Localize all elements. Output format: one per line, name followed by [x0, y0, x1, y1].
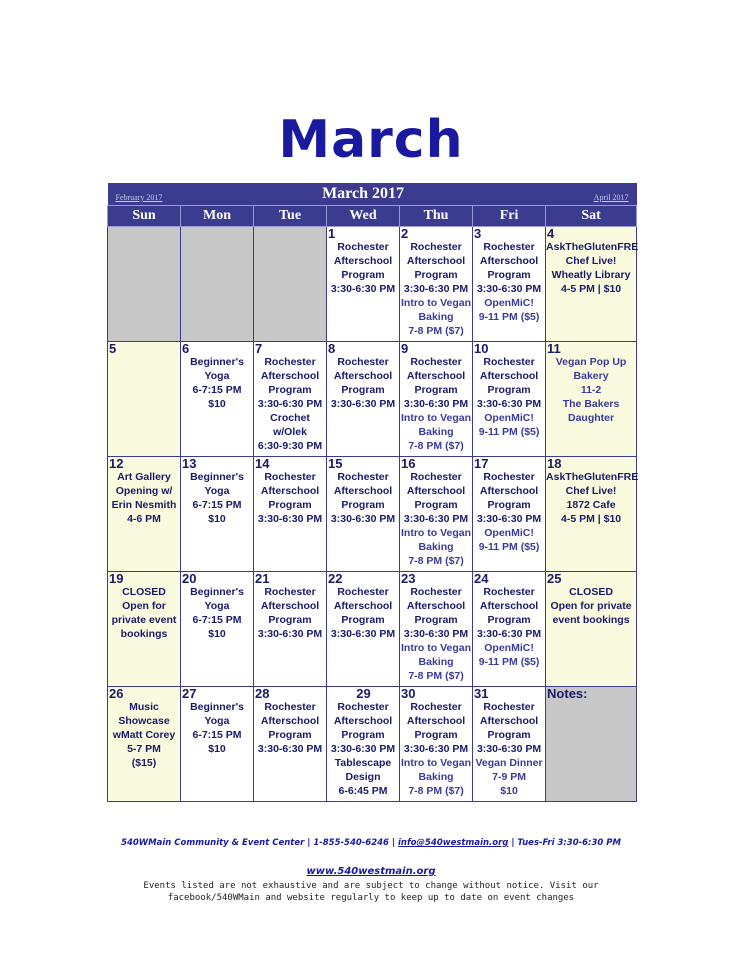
event-line: 9-11 PM ($5) — [478, 426, 540, 438]
day-events — [327, 240, 399, 296]
day-number: 11 — [547, 341, 561, 356]
event-line: Intro to Vegan — [401, 527, 472, 539]
day-number: 15 — [328, 456, 343, 471]
day-number: 8 — [328, 341, 336, 356]
week-row — [108, 687, 637, 802]
event-line: Rochester — [264, 356, 316, 368]
event-line: Yoga — [204, 715, 230, 727]
day-cell[interactable] — [327, 342, 400, 457]
event-line: 3:30-6:30 PM — [257, 513, 323, 525]
event-line: The Bakers — [562, 398, 620, 410]
day-cell[interactable] — [546, 342, 637, 457]
event-line: Program — [268, 384, 312, 396]
event-line: Wheatly Library — [551, 269, 631, 281]
event-line: w/Olek — [273, 426, 307, 438]
event-line: 11-2 — [580, 384, 602, 396]
event-line: 1872 Cafe — [566, 499, 616, 511]
day-events — [254, 355, 326, 453]
day-number: 20 — [182, 571, 197, 586]
event-line: CLOSED — [122, 586, 166, 598]
event-line: 9-11 PM ($5) — [478, 656, 540, 668]
event-line: wMatt Corey — [112, 729, 176, 741]
event-line: Program — [268, 729, 312, 741]
event-line: 7-8 PM ($7) — [408, 785, 464, 797]
event-line: bookings — [120, 628, 168, 640]
event-line: Vegan Pop Up — [555, 356, 627, 368]
event-line: Daughter — [568, 412, 615, 424]
day-cell[interactable] — [400, 342, 473, 457]
day-events — [400, 700, 472, 798]
day-cell[interactable] — [473, 227, 546, 342]
event-line: Baking — [418, 426, 454, 438]
day-cell[interactable] — [473, 342, 546, 457]
day-number: 7 — [255, 341, 263, 356]
weekday-wed: Wed — [327, 206, 400, 227]
day-number: 21 — [255, 571, 270, 586]
event-line: Baking — [418, 771, 454, 783]
weekday-sat: Sat — [546, 206, 637, 227]
event-line: Afterschool — [406, 715, 466, 727]
event-line: CLOSED — [569, 586, 613, 598]
event-line: Program — [414, 499, 458, 511]
event-line: 7-9 PM — [492, 771, 526, 783]
day-number: 1 — [328, 226, 336, 241]
event-line: $10 — [208, 628, 226, 640]
day-cell[interactable] — [108, 572, 181, 687]
day-number: 4 — [547, 226, 555, 241]
day-number: 17 — [474, 456, 489, 471]
event-line: Program — [341, 384, 385, 396]
day-number: 12 — [109, 456, 124, 471]
disclaimer — [140, 880, 602, 904]
event-line: Afterschool — [260, 600, 320, 612]
day-cell[interactable] — [327, 572, 400, 687]
event-line: Rochester — [483, 241, 535, 253]
event-line: 6:30-9:30 PM — [257, 440, 323, 452]
event-line: 3:30-6:30 PM — [257, 398, 323, 410]
event-line: Afterschool — [333, 485, 393, 497]
event-line: 3:30-6:30 PM — [476, 398, 542, 410]
event-line: Beginner's — [190, 586, 244, 598]
event-line: Yoga — [204, 370, 230, 382]
event-line: Afterschool — [479, 255, 539, 267]
event-line: OpenMiC! — [484, 412, 534, 424]
event-line: 3:30-6:30 PM — [403, 628, 469, 640]
footer-org: 540WMain Community & Event Center | 1-855-540-6246 | — [121, 838, 396, 848]
event-line: Program — [341, 269, 385, 281]
event-line: Open for — [122, 600, 166, 612]
event-line: Erin Nesmith — [111, 499, 177, 511]
event-line: Afterschool — [479, 370, 539, 382]
weekday-tue: Tue — [254, 206, 327, 227]
event-line: Rochester — [410, 471, 462, 483]
day-events — [473, 240, 545, 324]
event-line: Intro to Vegan — [401, 757, 472, 769]
day-cell[interactable] — [327, 457, 400, 572]
event-line: Chef Live! — [565, 255, 617, 267]
event-line: 3:30-6:30 PM — [257, 743, 323, 755]
day-events — [473, 585, 545, 669]
event-line: event bookings — [552, 614, 630, 626]
prev-month-link[interactable]: February 2017 — [115, 193, 163, 202]
event-line: 6-7:15 PM — [192, 499, 242, 511]
empty-day-cell — [254, 227, 327, 342]
day-events — [546, 240, 639, 296]
day-cell[interactable] — [546, 457, 637, 572]
event-line: Rochester — [483, 471, 535, 483]
event-line: Program — [341, 729, 385, 741]
event-line: Rochester — [410, 241, 462, 253]
event-line: Afterschool — [260, 715, 320, 727]
empty-day-cell — [181, 227, 254, 342]
day-number: 26 — [109, 686, 124, 701]
event-line: Baking — [418, 311, 454, 323]
day-cell[interactable] — [400, 457, 473, 572]
event-line: Afterschool — [333, 600, 393, 612]
event-line: Intro to Vegan — [401, 297, 472, 309]
event-line: 4-5 PM | $10 — [560, 283, 622, 295]
day-events — [546, 470, 639, 526]
event-line: Program — [487, 614, 531, 626]
event-line: 6-7:15 PM — [192, 614, 242, 626]
day-events — [108, 585, 180, 641]
event-line: Opening w/ — [115, 485, 173, 497]
event-line: Program — [414, 614, 458, 626]
day-events — [473, 470, 545, 554]
event-line: Rochester — [483, 356, 535, 368]
event-line: Rochester — [410, 701, 462, 713]
event-line: Beginner's — [190, 701, 244, 713]
day-cell[interactable] — [254, 687, 327, 802]
event-line: Tablescape — [334, 757, 392, 769]
event-line: Rochester — [337, 701, 389, 713]
day-cell[interactable] — [108, 342, 181, 457]
event-line: Rochester — [337, 241, 389, 253]
event-line: Program — [341, 499, 385, 511]
weekday-sun: Sun — [108, 206, 181, 227]
event-line: Afterschool — [260, 485, 320, 497]
event-line: 3:30-6:30 PM — [257, 628, 323, 640]
day-cell[interactable] — [546, 572, 637, 687]
day-number: 24 — [474, 571, 489, 586]
event-line: Program — [487, 384, 531, 396]
day-number: 28 — [255, 686, 270, 701]
event-line: Rochester — [410, 356, 462, 368]
event-line: private event — [111, 614, 177, 626]
day-cell[interactable] — [254, 572, 327, 687]
event-line: 6-7:15 PM — [192, 729, 242, 741]
footer-email-link[interactable]: info@540westmain.org — [398, 838, 509, 848]
day-cell[interactable] — [181, 342, 254, 457]
day-events — [327, 355, 399, 411]
event-line: Rochester — [483, 586, 535, 598]
website-link[interactable]: www.540westmain.org — [306, 866, 436, 877]
day-events — [473, 700, 545, 798]
weekday-fri: Fri — [473, 206, 546, 227]
week-row — [108, 572, 637, 687]
event-line: Intro to Vegan — [401, 412, 472, 424]
event-line: Rochester — [264, 471, 316, 483]
event-line: 3:30-6:30 PM — [476, 513, 542, 525]
day-events — [400, 585, 472, 683]
day-cell[interactable] — [327, 227, 400, 342]
event-line: Program — [414, 729, 458, 741]
day-events — [546, 355, 636, 425]
disclaimer-line-2: facebook/540WMain and website regularly to keep up to date on event changes — [167, 893, 575, 903]
day-events — [400, 240, 472, 338]
page-title: March — [278, 110, 464, 170]
day-cell[interactable] — [108, 457, 181, 572]
day-number: 25 — [547, 571, 562, 586]
event-line: Open for private — [550, 600, 632, 612]
event-line: Program — [487, 499, 531, 511]
day-number: 5 — [109, 341, 117, 356]
event-line: Afterschool — [406, 255, 466, 267]
day-number: 30 — [401, 686, 416, 701]
event-line: Program — [268, 499, 312, 511]
day-events — [254, 585, 326, 641]
event-line: Yoga — [204, 485, 230, 497]
day-events — [400, 355, 472, 453]
day-events — [473, 355, 545, 439]
event-line: Afterschool — [479, 485, 539, 497]
day-number: 19 — [109, 571, 124, 586]
day-number: 23 — [401, 571, 416, 586]
event-line: Music — [129, 701, 159, 713]
event-line: 7-8 PM ($7) — [408, 670, 464, 682]
event-line: Rochester — [337, 471, 389, 483]
event-line: 3:30-6:30 PM — [476, 283, 542, 295]
event-line: 7-8 PM ($7) — [408, 325, 464, 337]
event-line: 5-7 PM — [127, 743, 161, 755]
event-line: 9-11 PM ($5) — [478, 541, 540, 553]
event-line: 3:30-6:30 PM — [403, 283, 469, 295]
next-month-link[interactable]: April 2017 — [593, 193, 629, 202]
event-line: Rochester — [337, 586, 389, 598]
event-line: $10 — [208, 513, 226, 525]
day-number: 6 — [182, 341, 190, 356]
day-events — [181, 700, 253, 756]
day-events — [327, 585, 399, 641]
event-line: 3:30-6:30 PM — [476, 743, 542, 755]
event-line: OpenMiC! — [484, 527, 534, 539]
calendar-table — [107, 183, 637, 802]
event-line: 9-11 PM ($5) — [478, 311, 540, 323]
event-line: 3:30-6:30 PM — [330, 283, 396, 295]
event-line: Yoga — [204, 600, 230, 612]
event-line: Rochester — [483, 701, 535, 713]
day-number: 13 — [182, 456, 197, 471]
event-line: Bakery — [573, 370, 609, 382]
day-cell[interactable] — [181, 687, 254, 802]
event-line: Rochester — [264, 701, 316, 713]
event-line: 6-7:15 PM — [192, 384, 242, 396]
event-line: 3:30-6:30 PM — [403, 743, 469, 755]
event-line: OpenMiC! — [484, 297, 534, 309]
event-line: Design — [345, 771, 381, 783]
event-line: Art Gallery — [117, 471, 171, 483]
weekday-thu: Thu — [400, 206, 473, 227]
event-line: 7-8 PM ($7) — [408, 555, 464, 567]
event-line: Baking — [418, 656, 454, 668]
day-events — [181, 355, 253, 411]
event-line: 3:30-6:30 PM — [330, 628, 396, 640]
day-events — [546, 585, 636, 627]
day-number: 29 — [356, 686, 371, 701]
day-cell[interactable] — [400, 227, 473, 342]
disclaimer-line-1: Events listed are not exhaustive and are subject to change without notice. Visit our — [143, 881, 599, 891]
day-cell[interactable] — [473, 457, 546, 572]
day-cell[interactable] — [473, 572, 546, 687]
day-cell[interactable] — [327, 687, 400, 802]
notes-label: Notes: — [547, 686, 588, 701]
day-number: 18 — [547, 456, 562, 471]
event-line: Program — [268, 614, 312, 626]
day-events — [254, 700, 326, 756]
day-events — [181, 585, 253, 641]
day-events — [254, 470, 326, 526]
day-number: 22 — [328, 571, 343, 586]
event-line: $10 — [208, 398, 226, 410]
event-line: Afterschool — [406, 600, 466, 612]
event-line: Crochet — [270, 412, 310, 424]
event-line: 3:30-6:30 PM — [476, 628, 542, 640]
notes-cell[interactable] — [546, 687, 637, 802]
event-line: $10 — [500, 785, 518, 797]
event-line: Beginner's — [190, 356, 244, 368]
event-line: Afterschool — [479, 600, 539, 612]
event-line: Beginner's — [190, 471, 244, 483]
event-line: Rochester — [410, 586, 462, 598]
event-line: Baking — [418, 541, 454, 553]
day-number: 31 — [474, 686, 489, 701]
event-line: AskTheGlutenFRE — [546, 471, 639, 483]
event-line: Intro to Vegan — [401, 642, 472, 654]
day-number: 27 — [182, 686, 197, 701]
event-line: Afterschool — [333, 255, 393, 267]
day-events — [108, 470, 180, 526]
event-line: $10 — [208, 743, 226, 755]
day-number: 3 — [474, 226, 482, 241]
day-events — [108, 700, 180, 770]
event-line: Rochester — [337, 356, 389, 368]
day-cell[interactable] — [108, 687, 181, 802]
event-line: Vegan Dinner — [475, 757, 543, 769]
day-events — [327, 700, 399, 798]
day-cell[interactable] — [546, 227, 637, 342]
day-number: 16 — [401, 456, 416, 471]
day-cell[interactable] — [181, 572, 254, 687]
event-line: Program — [487, 269, 531, 281]
day-cell[interactable] — [254, 457, 327, 572]
weekday-header-row — [108, 206, 637, 227]
event-line: Program — [414, 384, 458, 396]
day-number: 14 — [255, 456, 270, 471]
event-line: Chef Live! — [565, 485, 617, 497]
event-line: 3:30-6:30 PM — [330, 743, 396, 755]
calendar-month-title: March 2017 — [254, 183, 473, 206]
day-events — [400, 470, 472, 568]
event-line: Program — [341, 614, 385, 626]
event-line: OpenMiC! — [484, 642, 534, 654]
day-cell[interactable] — [400, 687, 473, 802]
event-line: ($15) — [131, 757, 157, 769]
event-line: Afterschool — [333, 715, 393, 727]
event-line: Afterschool — [333, 370, 393, 382]
day-number: 10 — [474, 341, 489, 356]
weekday-mon: Mon — [181, 206, 254, 227]
day-cell[interactable] — [181, 457, 254, 572]
event-line: 3:30-6:30 PM — [330, 513, 396, 525]
calendar-header — [108, 183, 637, 206]
day-cell[interactable] — [400, 572, 473, 687]
event-line: Program — [487, 729, 531, 741]
day-events — [327, 470, 399, 526]
week-row — [108, 457, 637, 572]
week-row — [108, 227, 637, 342]
day-events — [181, 470, 253, 526]
empty-day-cell — [108, 227, 181, 342]
event-line: 4-5 PM | $10 — [560, 513, 622, 525]
day-number: 2 — [401, 226, 409, 241]
event-line: 7-8 PM ($7) — [408, 440, 464, 452]
event-line: AskTheGlutenFRE — [546, 241, 639, 253]
event-line: 3:30-6:30 PM — [403, 398, 469, 410]
day-number: 9 — [401, 341, 409, 356]
event-line: 4-6 PM — [127, 513, 161, 525]
event-line: Afterschool — [479, 715, 539, 727]
day-cell[interactable] — [254, 342, 327, 457]
event-line: Afterschool — [406, 485, 466, 497]
event-line: Afterschool — [260, 370, 320, 382]
event-line: Rochester — [264, 586, 316, 598]
event-line: 3:30-6:30 PM — [403, 513, 469, 525]
footer-hours: | Tues-Fri 3:30-6:30 PM — [511, 838, 621, 848]
event-line: 6-6:45 PM — [338, 785, 388, 797]
footer-contact — [0, 838, 742, 848]
event-line: 3:30-6:30 PM — [330, 398, 396, 410]
event-line: Afterschool — [406, 370, 466, 382]
day-cell[interactable] — [473, 687, 546, 802]
event-line: Program — [414, 269, 458, 281]
week-row — [108, 342, 637, 457]
event-line: Showcase — [118, 715, 170, 727]
